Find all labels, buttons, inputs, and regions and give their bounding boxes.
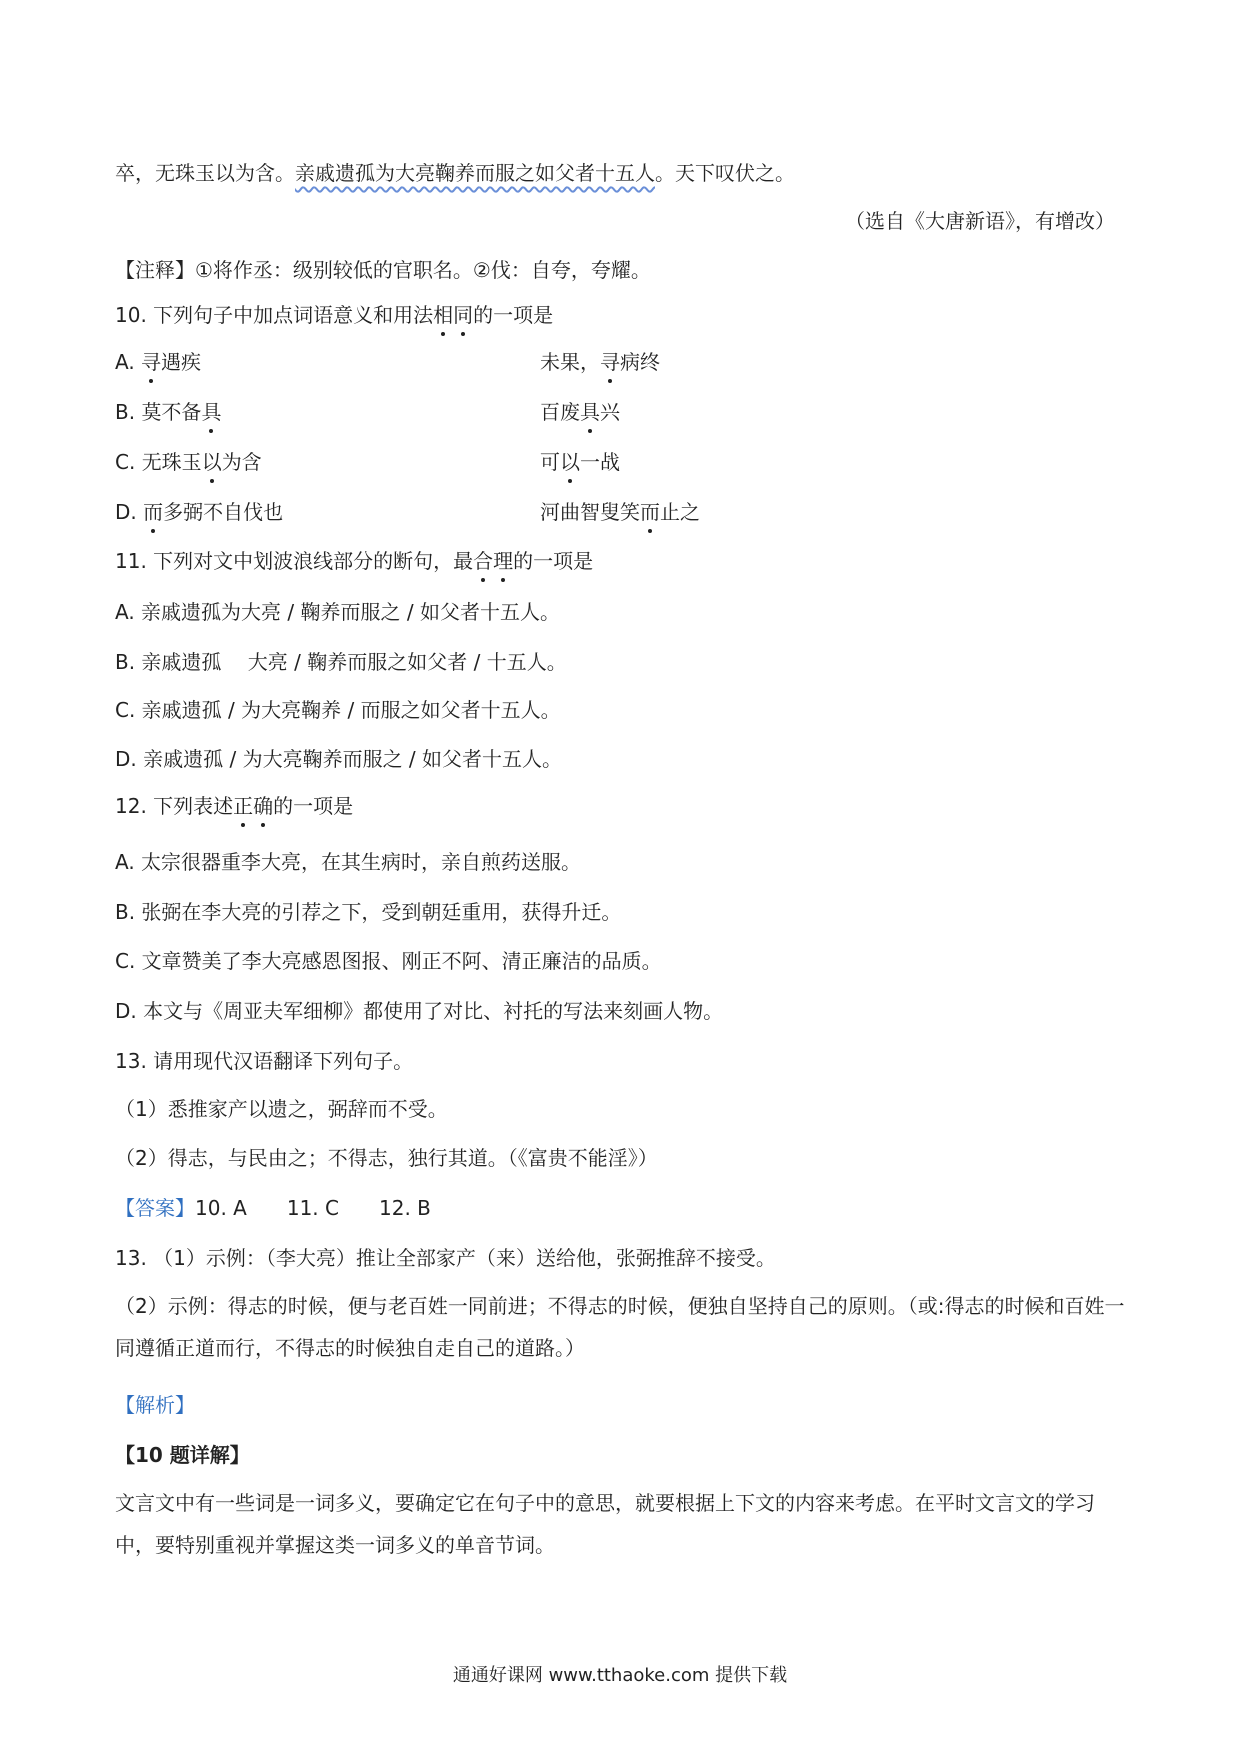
answer-12: 12. B xyxy=(379,1196,431,1220)
q10-option-c: C. 无珠玉以为含 xyxy=(115,447,262,477)
q12-option-b: B. 张弼在李大亮的引荐之下，受到朝廷重用，获得升迁。 xyxy=(115,900,622,924)
q12-option-d: D. 本文与《周亚夫军细柳》都使用了对比、衬托的写法来刻画人物。 xyxy=(115,999,724,1023)
wavy-underlined-sentence: 亲戚遗孤为大亮鞠养而服之如父者十五人 xyxy=(295,161,655,185)
q13-stem: 13. 请用现代汉语翻译下列句子。 xyxy=(115,1049,414,1073)
q10-analysis-text: 文言文中有一些词是一词多义，要确定它在句子中的意思，就要根据上下文的内容来考虑。在平时文言文的学习中，要特别重视并掌握这类一词多义的单音节词。 xyxy=(115,1491,1095,1557)
answer-10: 10. A xyxy=(195,1196,247,1220)
q10-stem: 10. 下列句子中加点词语意义和用法相同的一项是 xyxy=(115,300,553,330)
q10-option-b: B. 莫不备具 xyxy=(115,397,221,427)
q10-option-c-right: 可以一战 xyxy=(540,447,620,477)
q12-option-c: C. 文章赞美了李大亮感恩图报、刚正不阿、清正廉洁的品质。 xyxy=(115,949,662,973)
q13-item-1: （1）悉推家产以遗之，弼辞而不受。 xyxy=(115,1097,448,1121)
notes: 【注释】①将作丞：级别较低的官职名。②伐：自夸，夸耀。 xyxy=(115,258,651,282)
q13-item-2: （2）得志，与民由之；不得志，独行其道。（《富贵不能淫》） xyxy=(115,1146,658,1170)
passage-source: （选自《大唐新语》，有增改） xyxy=(845,209,1115,233)
answer-13-2: （2）示例：得志的时候，便与老百姓一同前进；不得志的时候，便独自坚持自己的原则。（或:得志的时候和百姓一同遵循正道而行，不得志的时候独自走自己的道路。） xyxy=(115,1294,1125,1360)
q12-option-a: A. 太宗很器重李大亮，在其生病时，亲自煎药送服。 xyxy=(115,850,582,874)
answer-line xyxy=(115,1193,431,1223)
passage-line-end: 。天下叹伏之。 xyxy=(655,161,795,185)
analysis-label: 【解析】 xyxy=(115,1393,195,1417)
q12-stem: 12. 下列表述正确的一项是 xyxy=(115,791,353,821)
passage-line-start: 卒，无珠玉以为含。 xyxy=(115,161,295,185)
q10-option-b-right: 百废具兴 xyxy=(540,397,620,427)
q10-option-a: A. 寻遇疾 xyxy=(115,347,201,377)
page-footer: 通通好课网 www.tthaoke.com 提供下载 xyxy=(452,1665,788,1686)
q11-stem: 11. 下列对文中划波浪线部分的断句，最合理的一项是 xyxy=(115,546,593,576)
q11-option-c: C. 亲戚遗孤 / 为大亮鞠养 / 而服之如父者十五人。 xyxy=(115,698,561,722)
answer-label: 【答案】 xyxy=(115,1196,195,1220)
q11-option-d: D. 亲戚遗孤 / 为大亮鞠养而服之 / 如父者十五人。 xyxy=(115,747,563,771)
q10-option-d-right: 河曲智叟笑而止之 xyxy=(540,497,700,527)
q10-option-d: D. 而多弼不自伐也 xyxy=(115,497,283,527)
q11-option-a: A. 亲戚遗孤为大亮 / 鞠养而服之 / 如父者十五人。 xyxy=(115,600,560,624)
q10-option-a-right: 未果，寻病终 xyxy=(540,347,660,377)
passage-last-line xyxy=(115,158,795,188)
answer-11: 11. C xyxy=(286,1196,339,1220)
q10-analysis-title: 【10 题详解】 xyxy=(115,1443,250,1467)
q11-option-b: B. 亲戚遗孤 大亮 / 鞠养而服之如父者 / 十五人。 xyxy=(115,650,567,674)
answer-13-1: 13. （1）示例：（李大亮）推让全部家产（来）送给他，张弼推辞不接受。 xyxy=(115,1246,776,1270)
